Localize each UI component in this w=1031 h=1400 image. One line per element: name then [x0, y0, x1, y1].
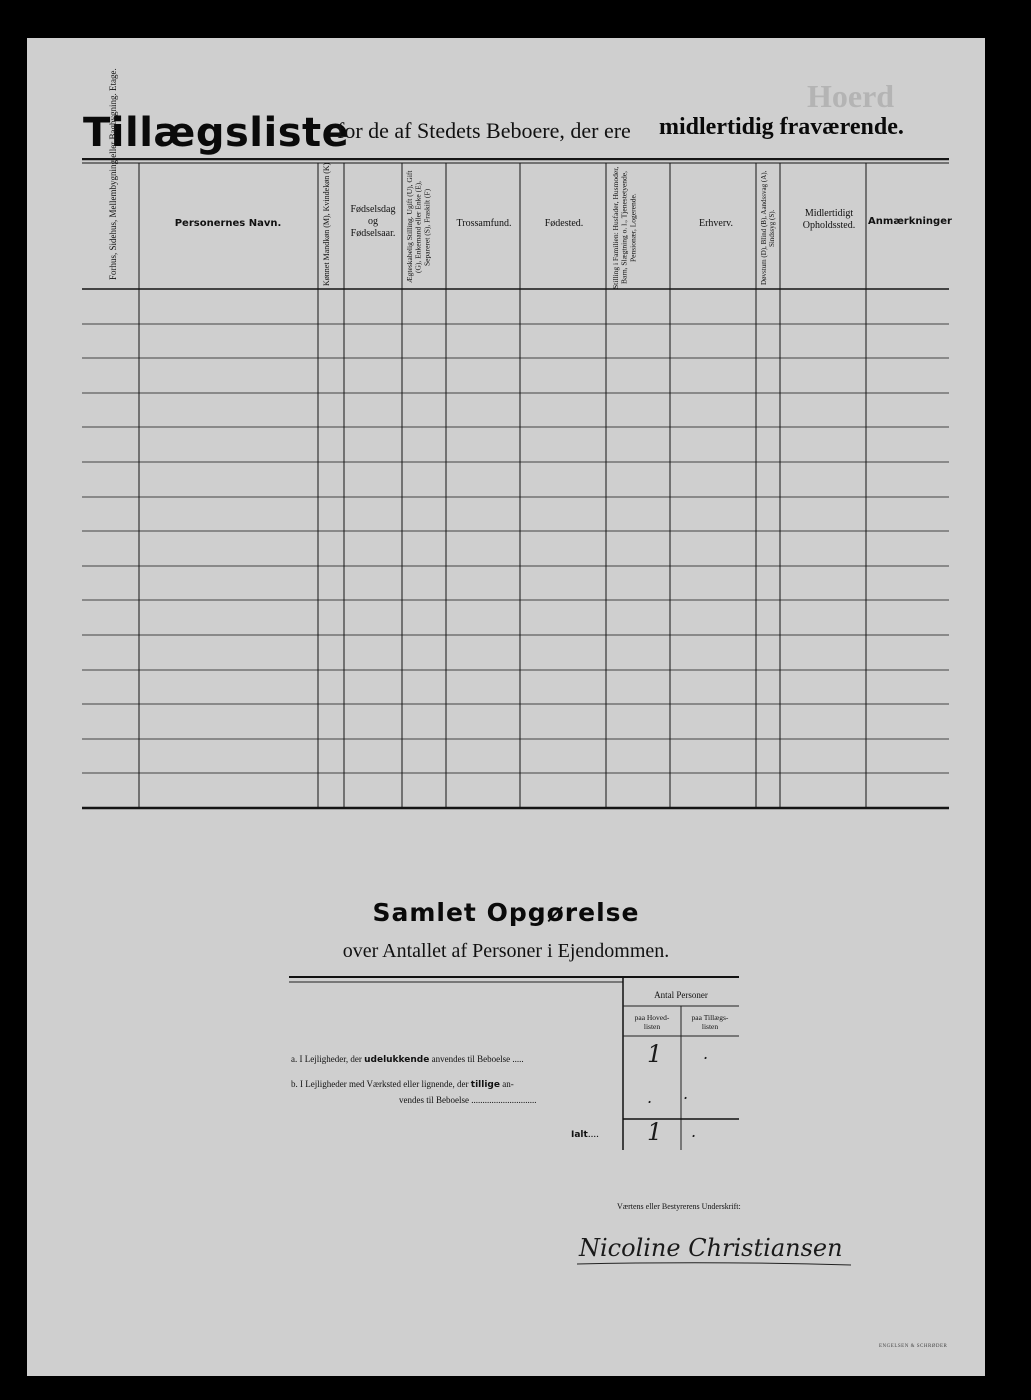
form-title: Tillægsliste: [83, 110, 350, 156]
col-hoved-line2: listen: [643, 1022, 661, 1031]
column-header-religion: Trossamfund.: [456, 218, 512, 229]
row-a-label: [291, 1054, 524, 1065]
census-form-sheet: [27, 38, 985, 1376]
column-header-building: Forhus, Sidehus, Mellembygning eller Bagbygning. Etage.: [108, 68, 118, 280]
col-hoved-line1: paa Hoved-: [634, 1013, 670, 1022]
summary-subtitle: over Antallet af Personer i Ejendommen.: [342, 940, 670, 962]
row-a-suffix: anvendes til Beboelse .....: [431, 1054, 524, 1064]
total-tillaeg-value: .: [691, 1122, 697, 1141]
col-tillaeg-line1: paa Tillægs-: [691, 1013, 729, 1022]
col-hoved-header: [623, 1013, 681, 1031]
row-a-hoved-value: 1: [647, 1040, 663, 1068]
column-header-temp-residence: Midlertidigt Opholdssted.: [802, 208, 856, 231]
column-header-family-position: Stilling i Familien: Husfader, Husmoder, Barn, Slægtning o. l., Tjenestetyende, Pensionær, Logerende.: [611, 166, 638, 290]
total-label: [571, 1128, 599, 1140]
total-dots: ....: [587, 1128, 599, 1140]
row-b-prefix: b. I Lejligheder med Værksted eller lignende, der: [291, 1079, 469, 1089]
row-a-bold: udelukkende: [364, 1055, 430, 1065]
col-tillaeg-header: [681, 1013, 739, 1031]
row-a-tillaeg-value: .: [703, 1044, 709, 1063]
column-header-name: Personernes Navn.: [174, 218, 282, 229]
antal-personer-header: Antal Personer: [654, 990, 708, 1000]
form-title-subtext: for de af Stedets Beboere, der ere: [337, 118, 631, 143]
signature-underline: [575, 1260, 855, 1268]
column-header-marital-status: Ægteskabelig Stilling. Ugift (U), Gift (G), Enkemand eller Enke (E), Separeret (S), Fraskilt (F): [405, 170, 432, 284]
signature-label: Værtens eller Bestyrerens Underskrift:: [617, 1202, 741, 1211]
row-b-line1: [291, 1079, 514, 1090]
column-header-disability: Døvstum (D), Blind (B), Aandssvag (A), Sindssyg (S).: [760, 170, 777, 286]
column-header-birthplace: Fødested.: [544, 218, 584, 229]
bleed-through-mark: Hoerd: [807, 78, 895, 114]
row-b-line2: vendes til Beboelse .............................: [399, 1095, 537, 1105]
signature-handwritten: Nicoline Christiansen: [579, 1234, 843, 1262]
col-tillaeg-line2: listen: [701, 1022, 719, 1031]
printer-imprint: ENGELSEN & SCHRØDER: [879, 1344, 948, 1349]
summary-title: Samlet Opgørelse: [372, 898, 640, 927]
row-b-suffix: an-: [502, 1079, 514, 1089]
row-a-prefix: a. I Lejligheder, der: [291, 1054, 362, 1064]
column-header-occupation: Erhverv.: [698, 218, 734, 229]
total-hoved-value: 1: [647, 1118, 663, 1146]
form-title-emphasis: midlertidig fraværende.: [659, 114, 904, 140]
column-header-gender: Kønnet Mandkøn (M), Kvindekøn (K): [322, 162, 331, 286]
row-b-tillaeg-value: .: [683, 1084, 689, 1103]
row-b-hoved-value: .: [647, 1088, 653, 1107]
total-label-text: Ialt: [571, 1130, 588, 1140]
row-b-bold: tillige: [470, 1080, 500, 1090]
column-header-birthdate: Fødselsdag og Fødselsaar.: [350, 204, 396, 239]
column-header-remarks: Anmærkninger: [868, 216, 952, 227]
